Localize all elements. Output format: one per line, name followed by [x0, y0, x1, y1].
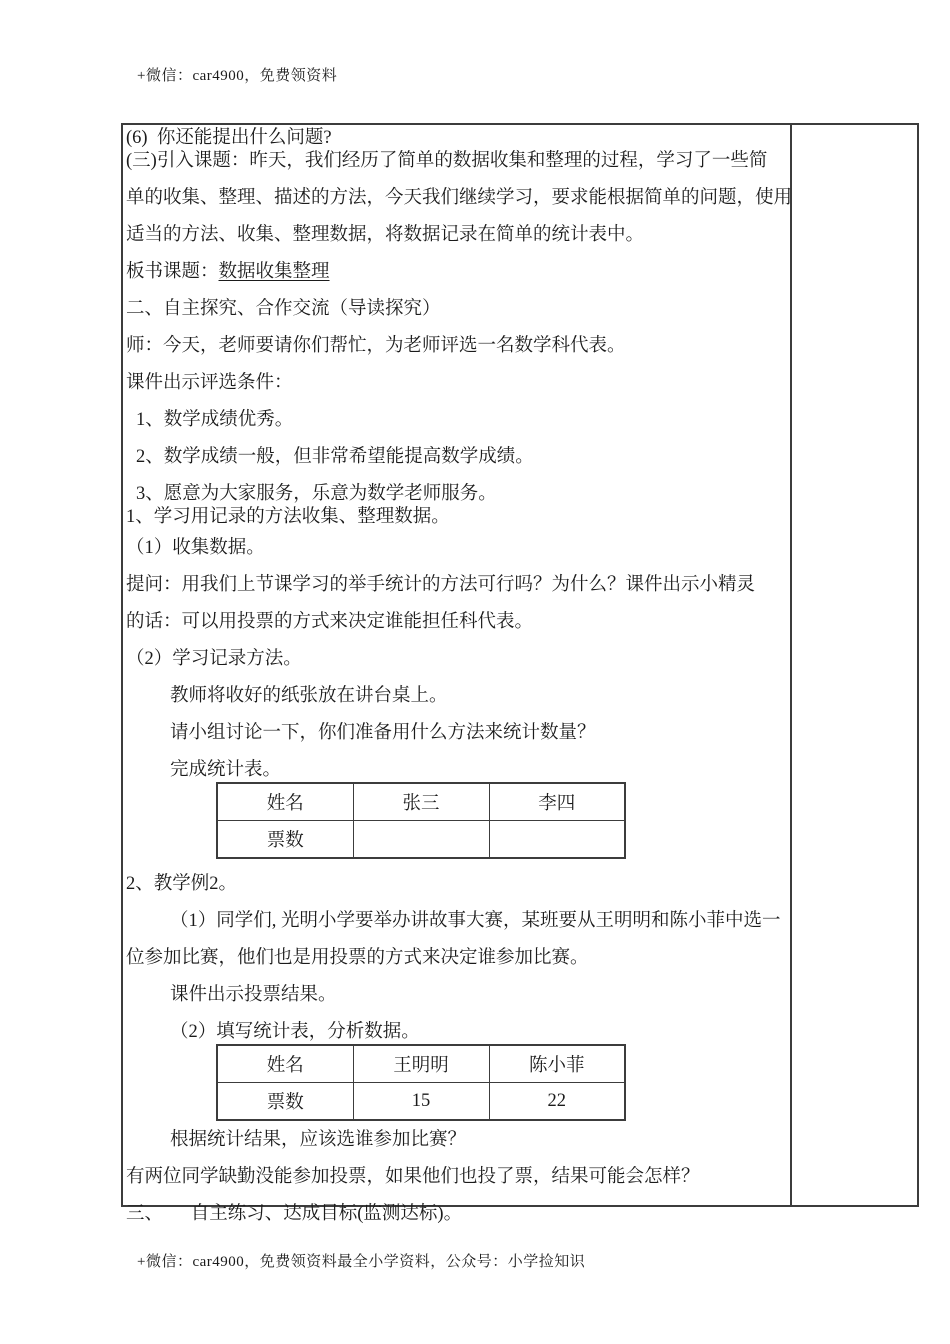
doc-line: 课件出示投票结果。: [170, 985, 337, 1005]
header-note: +微信：car4900，免费领资料: [137, 68, 338, 84]
doc-line: (三)引入课题：昨天，我们经历了简单的数据收集和整理的过程，学习了一些简: [126, 151, 768, 171]
table-row: [217, 821, 625, 859]
notes-column-cell: [792, 125, 917, 1205]
data-cell: 张三: [353, 783, 489, 821]
table-row: [217, 1045, 625, 1083]
row-header-cell: 姓名: [217, 1045, 353, 1083]
statistics-table: [216, 1044, 626, 1121]
doc-line-text: 板书课题：: [126, 262, 219, 282]
doc-line: （2）学习记录方法。: [126, 649, 302, 669]
statistics-table: [216, 782, 626, 859]
doc-line: 师：今天，老师要请你们帮忙，为老师评选一名数学科代表。: [126, 336, 626, 356]
doc-line: 有两位同学缺勤没能参加投票，如果他们也投了票，结果可能会怎样？: [126, 1167, 700, 1187]
doc-line: 教师将收好的纸张放在讲台桌上。: [170, 686, 448, 706]
doc-line: （1）收集数据。: [126, 538, 265, 558]
doc-line: 1、学习用记录的方法收集、整理数据。: [126, 507, 450, 527]
doc-line: 3、愿意为大家服务，乐意为数学老师服务。: [136, 484, 497, 504]
data-cell: 15: [353, 1083, 489, 1121]
row-header-cell: 票数: [217, 1083, 353, 1121]
row-header-cell: 票数: [217, 821, 353, 859]
doc-line: 1、数学成绩优秀。: [136, 410, 294, 430]
doc-line: 适当的方法、收集、整理数据，将数据记录在简单的统计表中。: [126, 225, 645, 245]
doc-line: 请小组讨论一下，你们准备用什么方法来统计数量？: [170, 723, 596, 743]
data-cell: 王明明: [353, 1045, 489, 1083]
doc-line: 提问：用我们上节课学习的举手统计的方法可行吗？为什么？课件出示小精灵: [126, 575, 756, 595]
doc-line: 完成统计表。: [170, 760, 282, 780]
data-cell: 李四: [489, 783, 625, 821]
data-cell: 22: [489, 1083, 625, 1121]
underlined-board-title: 数据收集整理: [218, 262, 330, 282]
doc-line: 的话：可以用投票的方式来决定谁能担任科代表。: [126, 612, 534, 632]
doc-line: 二、自主探究、合作交流（导读探究）: [126, 299, 441, 319]
data-cell: 陈小菲: [489, 1045, 625, 1083]
doc-line: 根据统计结果，应该选谁参加比赛？: [170, 1130, 467, 1150]
lesson-content-cell: [123, 125, 793, 1224]
doc-line: (6) 你还能提出什么问题?: [126, 128, 332, 148]
table-row: [217, 783, 625, 821]
data-cell: [353, 821, 489, 859]
doc-line: （2）填写统计表，分析数据。: [170, 1022, 420, 1042]
footer-note: +微信：car4900，免费领资料最全小学资料，公众号：小学捡知识: [137, 1254, 586, 1270]
doc-line: （1）同学们, 光明小学要举办讲故事大赛，某班要从王明明和陈小菲中选一: [170, 911, 781, 931]
doc-line: 课件出示评选条件：: [126, 373, 293, 393]
doc-line: [126, 261, 790, 284]
doc-line: 2、数学成绩一般，但非常希望能提高数学成绩。: [136, 447, 534, 467]
row-header-cell: 姓名: [217, 783, 353, 821]
doc-line: 三、 自主练习、达成目标(监测达标)。: [126, 1204, 463, 1224]
doc-line: 2、教学例2。: [126, 874, 238, 894]
doc-line: 单的收集、整理、描述的方法，今天我们继续学习，要求能根据简单的问题，使用: [126, 188, 793, 208]
data-cell: [489, 821, 625, 859]
table-row: [217, 1083, 625, 1121]
doc-line: 位参加比赛，他们也是用投票的方式来决定谁参加比赛。: [126, 948, 589, 968]
lesson-plan-table: [121, 123, 919, 1224]
